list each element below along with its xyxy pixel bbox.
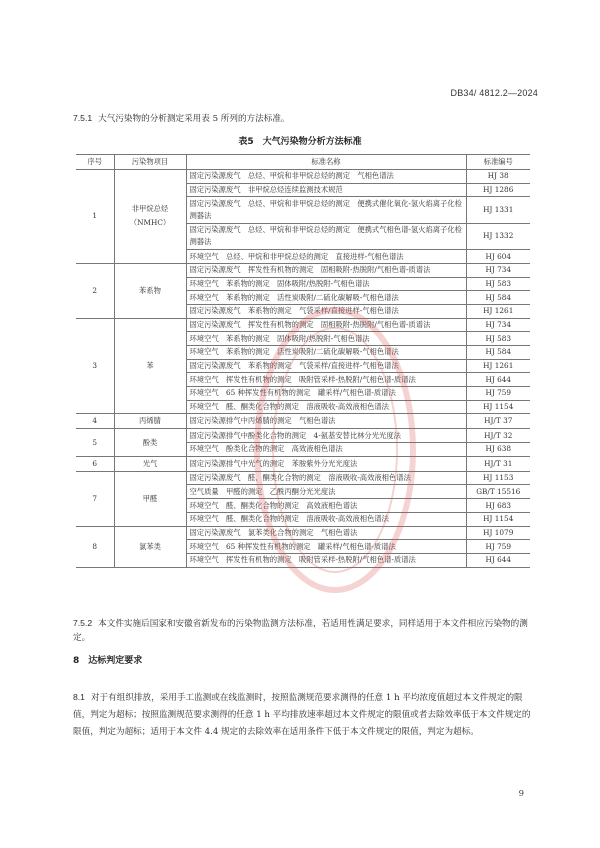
clause-text: 大气污染物的分析测定采用表 5 所列的方法标准。 [98, 114, 290, 124]
standard-name: 固定污染源废气 醛、酮类化合物的测定 溶液吸收-高效液相色谱法 [186, 471, 466, 485]
standard-code: HJ/T 31 [466, 456, 530, 471]
pollutant-item: 酚类 [114, 429, 186, 456]
standard-code: HJ/T 32 [466, 429, 530, 443]
standard-name: 空气质量 甲醛的测定 乙酰丙酮分光光度法 [186, 485, 466, 499]
standard-code: HJ 759 [466, 540, 530, 554]
standard-code: HJ 1079 [466, 526, 530, 540]
clause-text: 对于有组织排放，采用手工监测或在线监测时，按照监测规范要求测得的任意 1 h 平均浓度值超过本文件规定的限值，判定为超标；按照监测规范要求测得的任意 1 h 平均排放速率超过本文件规定的限值或者去除效率低于本文件规定的限值，判定为超标；适用于本文件 4.4 规定的去除效率在适用条件下低于本文件规定的限值，判定为超标。 [73, 693, 531, 737]
table-row [76, 414, 530, 429]
pollutant-item: 非甲烷总烃 （NMHC） [114, 170, 186, 264]
standard-code: HJ 583 [466, 277, 530, 291]
standard-code: HJ 584 [466, 291, 530, 305]
standard-name: 固定污染源废气 挥发性有机物的测定 固相吸附-热脱附/气相色谱-质谱法 [186, 318, 466, 332]
row-seq: 5 [76, 429, 114, 456]
header-standard-code: 标准编号 [466, 155, 530, 170]
standard-code: HJ 604 [466, 250, 530, 264]
standard-code: HJ 638 [466, 443, 530, 457]
standard-name: 固定污染源废气 苯系物的测定 气袋采样/直接进样-气相色谱法 [186, 359, 466, 373]
row-seq: 6 [76, 456, 114, 471]
standard-code: HJ 734 [466, 263, 530, 277]
standard-name: 固定污染源排气中丙烯腈的测定 气相色谱法 [186, 414, 466, 429]
standard-name: 环境空气 苯系物的测定 固体吸附/热脱附-气相色谱法 [186, 277, 466, 291]
standard-code: HJ 683 [466, 499, 530, 513]
table-row [76, 170, 530, 184]
standard-code: HJ 38 [466, 170, 530, 184]
standard-code: HJ 759 [466, 387, 530, 401]
clause-7-5-2 [73, 617, 533, 645]
document-code: DB34/ 4812.2—2024 [450, 88, 538, 98]
pollutant-item: 光气 [114, 456, 186, 471]
row-seq: 3 [76, 318, 114, 414]
row-seq: 8 [76, 526, 114, 567]
standard-name: 环境空气 挥发性有机物的测定 吸附管采样-热脱附/气相色谱-质谱法 [186, 553, 466, 567]
standard-code: HJ 1286 [466, 183, 530, 197]
header-standard-name: 标准名称 [186, 155, 466, 170]
table-row [76, 526, 530, 540]
section-8-heading: 8 达标判定要求 [73, 656, 143, 666]
table-row [76, 456, 530, 471]
header-item: 污染物项目 [114, 155, 186, 170]
standard-code: GB/T 15516 [466, 485, 530, 499]
table-row [76, 471, 530, 485]
table-title: 表5 大气污染物分析方法标准 [238, 137, 362, 147]
row-seq: 7 [76, 471, 114, 526]
table-row [76, 429, 530, 443]
standard-code: HJ 1154 [466, 400, 530, 414]
clause-number: 7.5.1 [73, 113, 93, 123]
standard-code: HJ 1261 [466, 359, 530, 373]
clause-8-1 [73, 689, 533, 741]
pollutant-item: 甲醛 [114, 471, 186, 526]
pollutant-item: 苯 [114, 318, 186, 414]
standard-code: HJ 584 [466, 345, 530, 359]
pollutant-item: 丙烯腈 [114, 414, 186, 429]
method-standards-table [76, 154, 530, 568]
clause-number: 7.5.2 [73, 618, 93, 628]
standard-name: 环境空气 苯系物的测定 活性炭吸附/二硫化碳解吸-气相色谱法 [186, 291, 466, 305]
standard-code: HJ 1154 [466, 512, 530, 526]
standard-code: HJ 734 [466, 318, 530, 332]
standard-name: 固定污染源废气 苯系物的测定 气袋采样/直接进样-气相色谱法 [186, 304, 466, 318]
standard-name: 环境空气 65 种挥发性有机物的测定 罐采样/气相色谱-质谱法 [186, 387, 466, 401]
standard-name: 固定污染源废气 总烃、甲烷和非甲烷总烃的测定 便携式气相色谱-氢火焰离子化检测器法 [186, 223, 466, 249]
table-header-row [76, 155, 530, 170]
standard-name: 环境空气 苯系物的测定 活性炭吸附/二硫化碳解吸-气相色谱法 [186, 345, 466, 359]
standard-code: HJ 1153 [466, 471, 530, 485]
standard-name: 环境空气 苯系物的测定 固体吸附/热脱附-气相色谱法 [186, 332, 466, 346]
header-seq: 序号 [76, 155, 114, 170]
standard-code: HJ 644 [466, 373, 530, 387]
standard-name: 固定污染源废气 总烃、甲烷和非甲烷总烃的测定 气相色谱法 [186, 170, 466, 184]
table-row [76, 263, 530, 277]
standard-name: 固定污染源排气中酚类化合物的测定 4-氨基安替比林分光光度法 [186, 429, 466, 443]
row-seq: 4 [76, 414, 114, 429]
standard-name: 环境空气 醛、酮类化合物的测定 溶液吸收-高效液相色谱法 [186, 400, 466, 414]
standard-code: HJ 1261 [466, 304, 530, 318]
standard-name: 环境空气 总烃、甲烷和非甲烷总烃的测定 直接进样-气相色谱法 [186, 250, 466, 264]
standard-name: 固定污染源废气 总烃、甲烷和非甲烷总烃的测定 便携式催化氧化-氢火焰离子化检测器法 [186, 197, 466, 223]
standard-name: 环境空气 醛、酮类化合物的测定 高效液相色谱法 [186, 499, 466, 513]
clause-7-5-1 [73, 112, 533, 127]
standard-code: HJ 644 [466, 553, 530, 567]
standard-name: 固定污染源废气 氯苯类化合物的测定 气相色谱法 [186, 526, 466, 540]
standard-code: HJ/T 37 [466, 414, 530, 429]
standard-name: 环境空气 酚类化合物的测定 高效液相色谱法 [186, 443, 466, 457]
clause-text: 本文件实施后国家和安徽省新发布的污染物监测方法标准，若适用性满足要求，同样适用于本文件相应污染物的测定。 [73, 619, 528, 643]
standard-name: 固定污染源排气中光气的测定 苯胺紫外分光光度法 [186, 456, 466, 471]
table-body [76, 170, 530, 568]
standard-name: 环境空气 65 种挥发性有机物的测定 罐采样/气相色谱-质谱法 [186, 540, 466, 554]
page-number: 9 [518, 789, 524, 799]
row-seq: 1 [76, 170, 114, 264]
standard-name: 固定污染源废气 挥发性有机物的测定 固相吸附-热脱附/气相色谱-质谱法 [186, 263, 466, 277]
standard-code: HJ 583 [466, 332, 530, 346]
clause-number: 8.1 [73, 692, 85, 702]
row-seq: 2 [76, 263, 114, 318]
standard-name: 固定污染源废气 非甲烷总烃连续监测技术规范 [186, 183, 466, 197]
standard-code: HJ 1331 [466, 197, 530, 223]
standard-name: 环境空气 挥发性有机物的测定 吸附管采样-热脱附/气相色谱-质谱法 [186, 373, 466, 387]
standard-code: HJ 1332 [466, 223, 530, 249]
standard-name: 环境空气 醛、酮类化合物的测定 溶液吸收-高效液相色谱法 [186, 512, 466, 526]
table-row [76, 318, 530, 332]
pollutant-item: 苯系物 [114, 263, 186, 318]
pollutant-item: 氯苯类 [114, 526, 186, 567]
